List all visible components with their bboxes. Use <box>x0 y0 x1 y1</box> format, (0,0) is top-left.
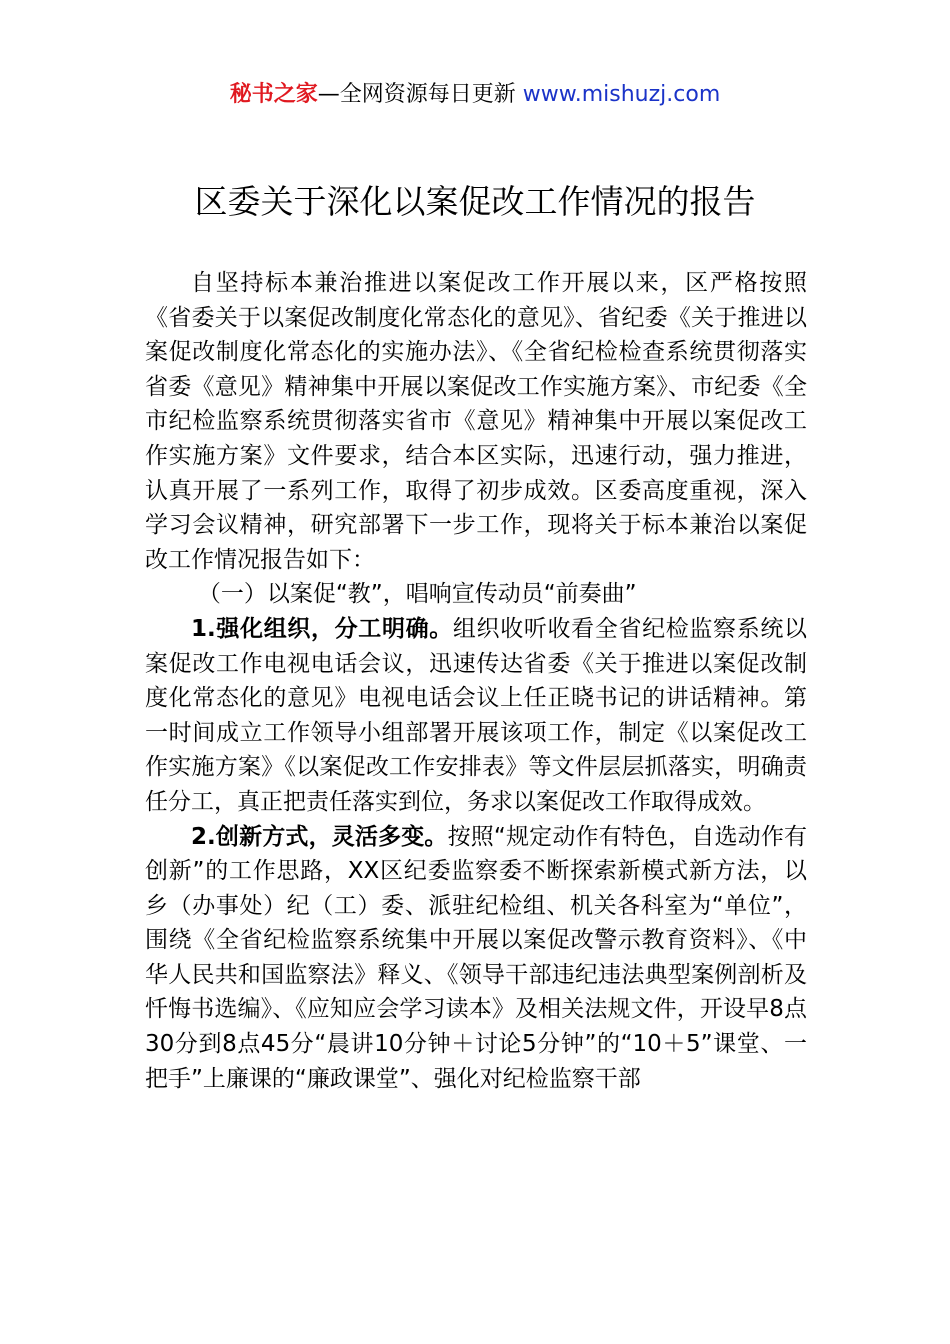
item-1-lead: 1.强化组织，分工明确。 <box>191 615 453 642</box>
document-body <box>145 266 807 1096</box>
site-header <box>0 78 950 112</box>
site-url-link[interactable]: www.mishuzj.com <box>522 82 721 107</box>
intro-paragraph: 自坚持标本兼治推进以案促改工作开展以来，区严格按照《省委关于以案促改制度化常态化的意见》、省纪委《关于推进以案促改制度化常态化的实施办法》、《全省纪检检查系统贯彻落实省委《意见》精神集中开展以案促改工作实施方案》、市纪委《全市纪检监察系统贯彻落实省市《意见》精神集中开展以案促改工作实施方案》文件要求，结合本区实际，迅速行动，强力推进，认真开展了一系列工作，取得了初步成效。区委高度重视，深入学习会议精神，研究部署下一步工作，现将关于标本兼治以案促改工作情况报告如下： <box>145 270 807 573</box>
section-heading: （一）以案促“教”，唱响宣传动员“前奏曲” <box>197 581 637 608</box>
item-2-lead: 2.创新方式，灵活多变。 <box>191 823 448 850</box>
item-1-text: 组织收听收看全省纪检监察系统以案促改工作电视电话会议，迅速传达省委《关于推进以案促改制度化常态化的意见》电视电话会议上任正晓书记的讲话精神。第一时间成立工作领导小组部署开展该项工作，制定《以案促改工作实施方案》《以案促改工作安排表》等文件层层抓落实，明确责任分工，真正把责任落实到位，务求以案促改工作取得成效。 <box>145 615 808 815</box>
document-title: 区委关于深化以案促改工作情况的报告 <box>194 182 756 221</box>
item-2-text: 按照“规定动作有特色，自选动作有创新”的工作思路，XX区纪委监察委不断探索新模式新方法，以乡（办事处）纪（工）委、派驻纪检组、机关各科室为“单位”，围绕《全省纪检监察系统集中开展以案促改警示教育资料》、《中华人民共和国监察法》释义、《领导干部违纪违法典型案例剖析及忏悔书选编》、《应知应会学习读本》及相关法规文件，开设早8点30分到8点45分“晨讲10分钟＋讨论5分钟”的“10＋5”课堂、一把手”上廉课的“廉政课堂”、强化对纪检监察干部 <box>145 823 807 1092</box>
item-paragraph-1 <box>145 612 807 820</box>
brand-name: 秘书之家 <box>229 82 318 107</box>
site-slogan: —全网资源每日更新 <box>317 82 516 107</box>
item-paragraph-2 <box>145 820 807 1097</box>
